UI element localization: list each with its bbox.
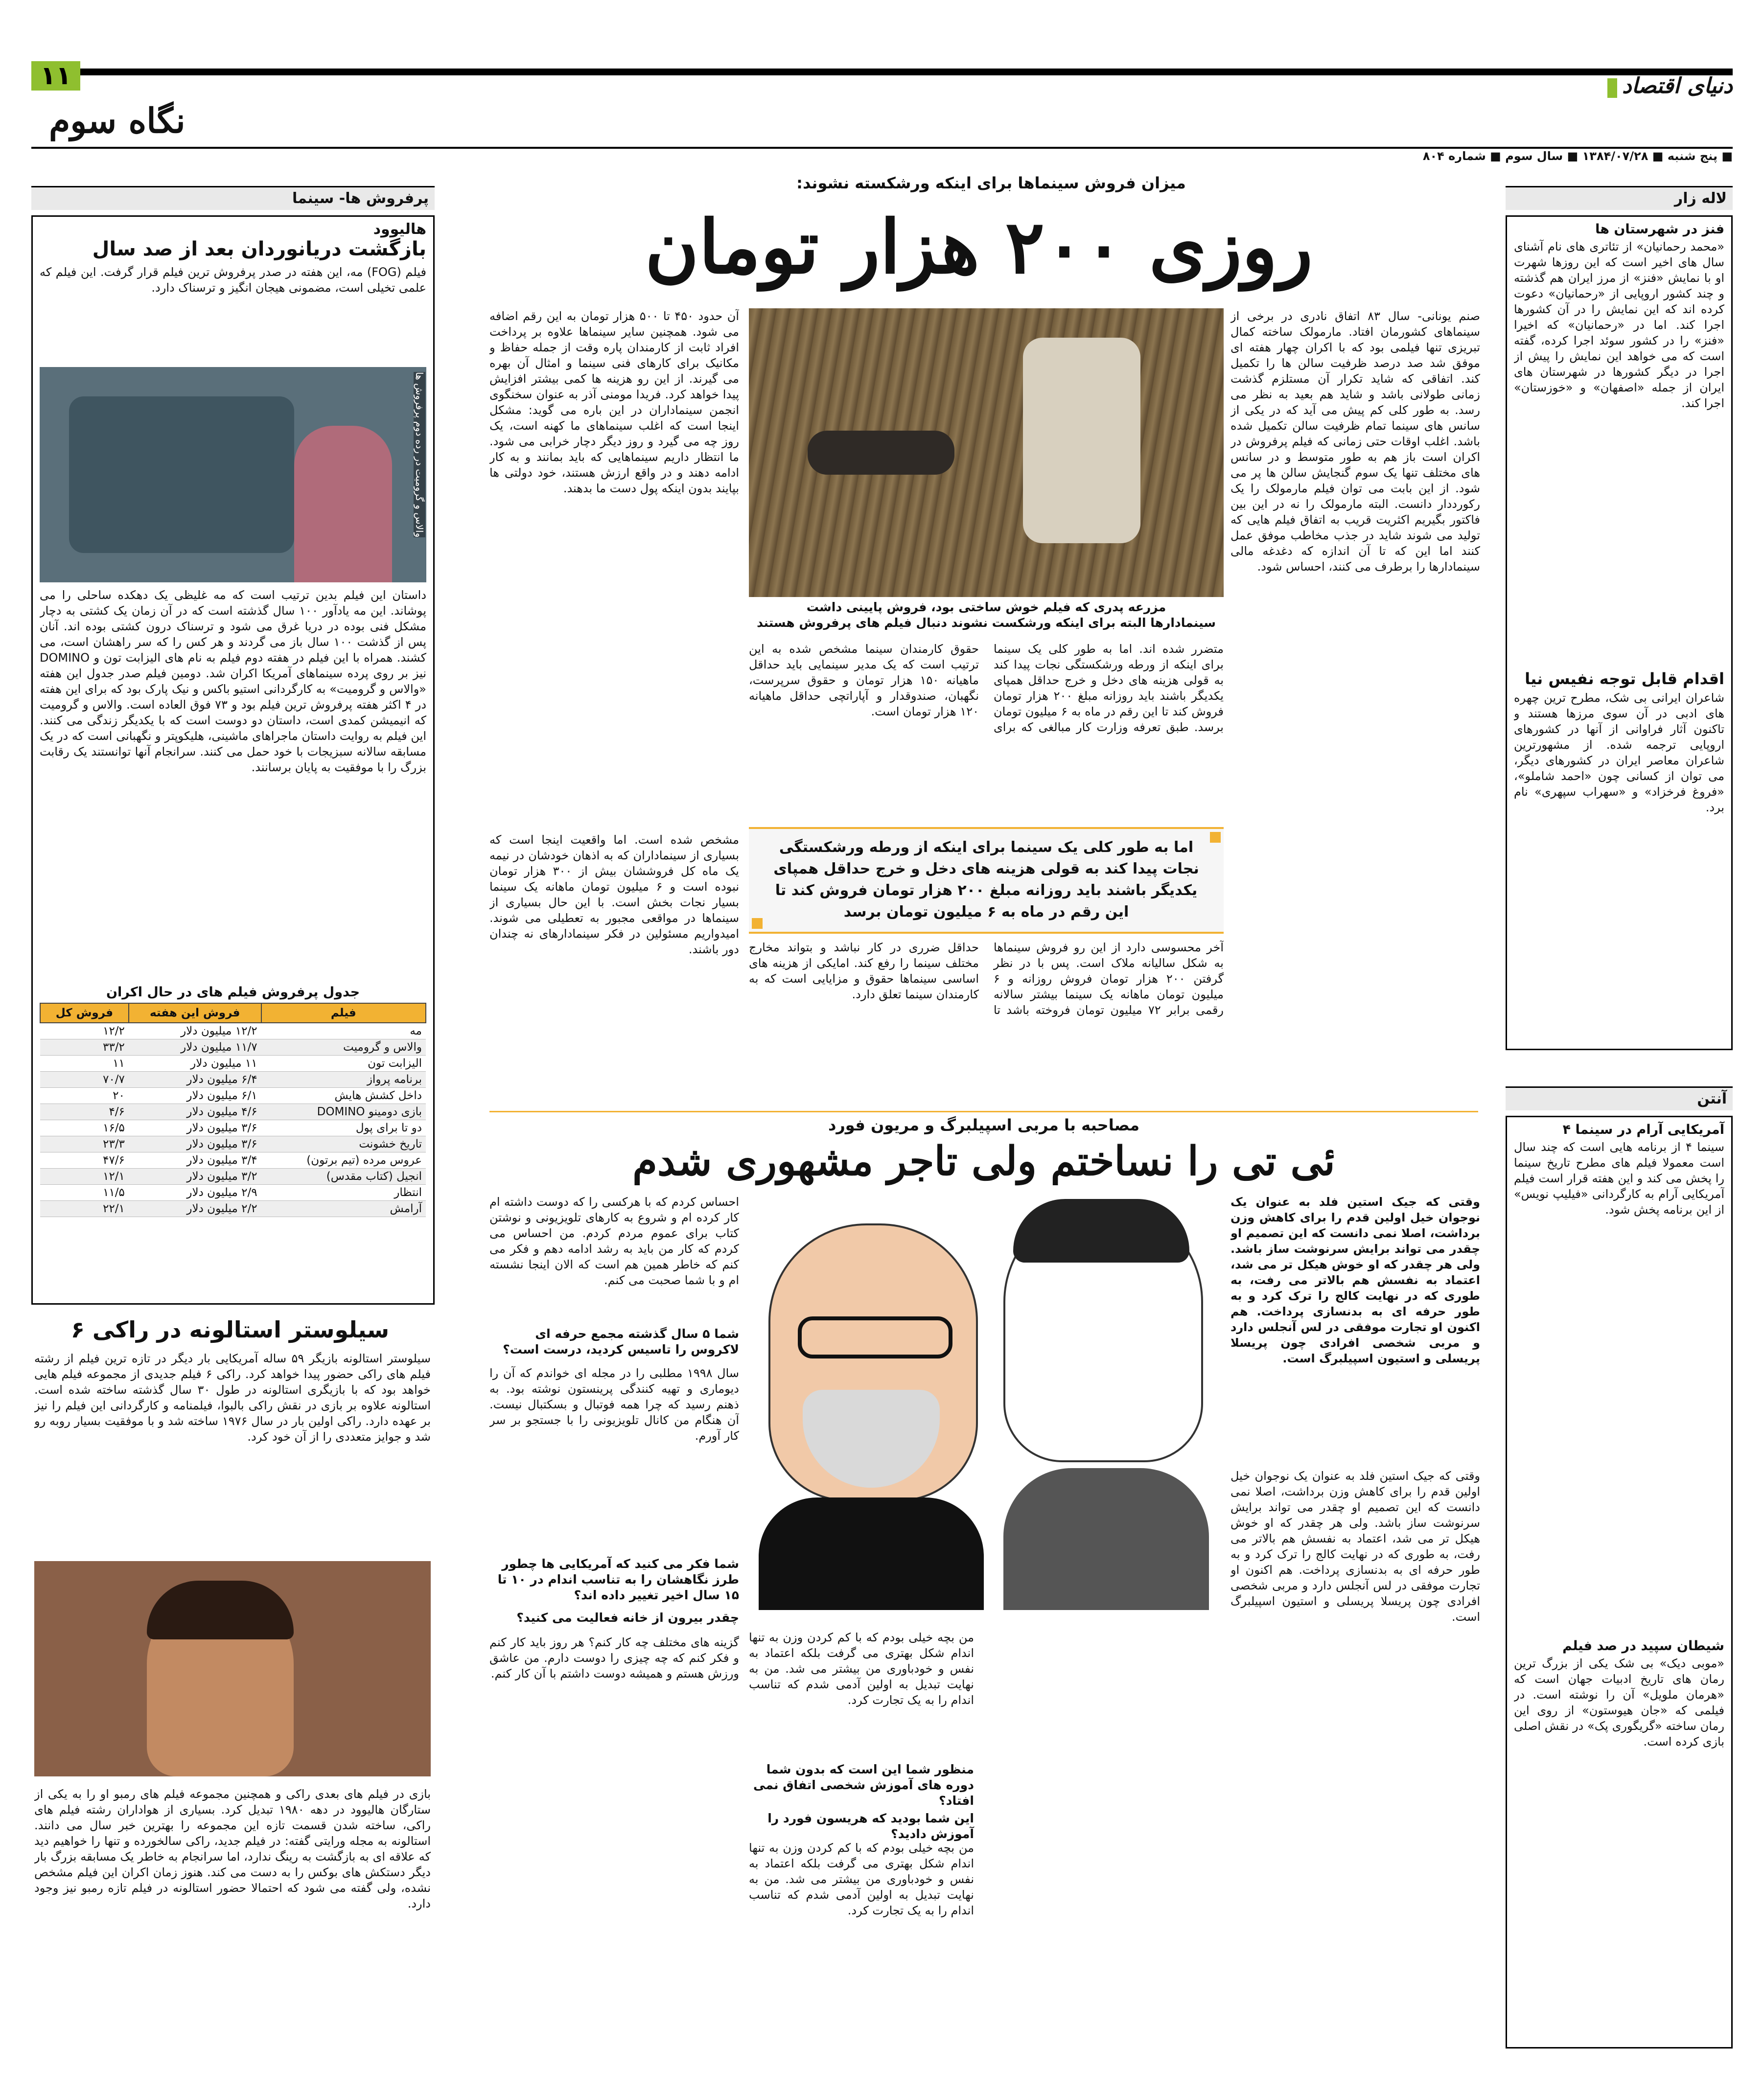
table-header-film: فیلم	[261, 1003, 426, 1023]
headline-fenz: فنز در شهرستان ها	[1595, 222, 1724, 237]
total-cell: ۱۶/۵	[40, 1120, 129, 1136]
caricature-illustration	[749, 1194, 1224, 1625]
total-cell: ۴۷/۶	[40, 1152, 129, 1169]
right-column-header: لاله زار	[1506, 186, 1733, 210]
main-col-4: مشخص شده است. اما واقعیت اینجا است که بسیاری از سینماداران که به اذهان خودشان در نیمه یک ماه کل فروششان بیش از ۳۰۰ هزار تومان نبوده است و ۶ میلیون تومان ماهانه یک سینما بسیار نجات بخش است. با این حال بسیاری از سینماها در مواقعی مجبور به تعطیلی می شوند. امیدواریم مسئولین در فکر سینمادارهای نه چندان دور باشند.	[489, 833, 739, 956]
scarecrow-shape	[1023, 338, 1140, 543]
total-cell: ۱۱/۵	[40, 1185, 129, 1201]
table-header-total: فروش کل	[40, 1003, 129, 1023]
fog-headline: بازگشت دریانوردان بعد از صد سال	[92, 238, 426, 260]
table-row	[40, 1185, 426, 1201]
photo-caption-line-2: سینمادارها البته برای اینکه ورشکست نشوند دنبال فیلم های پرفروش هستند	[757, 616, 1216, 630]
interview-top-rule	[489, 1111, 1478, 1112]
farm-photo-caption	[749, 599, 1224, 631]
film-cell: دو تا برای پول	[261, 1120, 426, 1136]
film-cell: برنامه پرواز	[261, 1072, 426, 1088]
interview-question-2: شما فکر می کنید که آمریکایی ها چطور طرز نگاهشان را به تناسب اندام در ۱۰ تا ۱۵ سال اخیر تغییر داده اند؟	[497, 1557, 739, 1602]
weekly-cell: ۲/۲ میلیون دلار	[129, 1201, 261, 1217]
total-cell: ۳۳/۲	[40, 1039, 129, 1056]
weekly-cell: ۳/۶ میلیون دلار	[129, 1120, 261, 1136]
photo-figure-shape	[294, 426, 392, 582]
antenna-header: آنتن	[1506, 1086, 1733, 1110]
film-cell: مه	[261, 1023, 426, 1039]
box-office-table	[40, 1003, 426, 1217]
sales-table-wrap	[40, 1003, 426, 1217]
film-cell: بازی دومینو DOMINO	[261, 1104, 426, 1120]
film-cell: تاریخ خشونت	[261, 1136, 426, 1152]
interview-body-mid: من بچه خیلی بودم که با کم کردن وزن به تنها اندام شکل بهتری می گرفت بلکه اعتماد به نفس و خودباوری من بیشتر می شد. من به نهایت تبدیل به اولین آدمی شدم که تناسب اندام را به یک تجارت کرد.	[749, 1631, 974, 1707]
interview-question-5: این شما بودید که هریسون فورد را آموزش دادید؟	[767, 1811, 974, 1841]
wallace-gromit-photo	[40, 367, 426, 582]
photo-caption-line-1: مزرعه پدری که فیلم خوش ساختی بود، فروش پایینی داشت	[806, 600, 1166, 614]
stallone-body-2: بازی در فیلم های بعدی راکی و همچنین مجموعه فیلم های رمبو او را به یکی از ستارگان هالیوود در دهه ۱۹۸۰ تبدیل کرد. بسیاری از هواداران رشته فیلم های راکی، ساخته شدن قسمت تازه این مجموعه را بهترین خبر سال می دانند. استالونه به مجله ورایتی گفته: در فیلم جدید، راکی سالخورده و تنها را خواهیم دید که علاقه ای به بازگشت به رینگ ندارد، اما سرانجام به خاطر یک مسابقه بزرگ بار دیگر دستکش های بوکس را به دست می کند. هنوز زمان اکران این فیلم مشخص نشده، ولی گفته می شود که احتمالا حضور استالونه در فیلم تازه رمبو نیز وجود دارد.	[34, 1787, 431, 1911]
total-cell: ۱۱	[40, 1056, 129, 1072]
total-cell: ۲۳/۳	[40, 1136, 129, 1152]
stallone-headline: سیلوستر استالونه در راکی ۶	[70, 1316, 390, 1343]
logo-box	[1607, 78, 1617, 98]
interview-lead: وقتی که جیک استین فلد به عنوان یک نوجوان خیل اولین قدم را برای کاهش وزن برداشت، اصلا نمی دانست که این تصمیم او چقدر می تواند برایش سرنوشت ساز باشد. ولی هر چقدر که او خوش هیکل تر می شد، اعتماد به نفسش هم بالاتر می رفت، به طوری که در نهایت کالج را ترک کرد و به طور حرفه ای به بدنسازی پرداخت. هم اکنون او تجارت موفقی در لس آنجلس دارد و مربی شخصی افرادی چون پریسلا پریسلی و استیون اسپیلبرگ است.	[1230, 1195, 1480, 1365]
interview-question-3: چقدر بیرون از خانه فعالیت می کنید؟	[516, 1611, 739, 1625]
stallone-photo	[34, 1561, 431, 1776]
table-row	[40, 1039, 426, 1056]
spielberg-glasses-shape	[798, 1316, 952, 1358]
headline-white-devil: شیطان سپید در صد فیلم	[1562, 1638, 1724, 1654]
interview-body-left: احساس کردم که با هرکسی را که دوست داشته ام کار کرده ام و شروع به کارهای تلویزیونی و نوشتن کتاب برای عموم مردم کردم. من احساس می کردم که کار من باید به رشد ادامه دهم و فکر می کنم که خاطر همین هم است که الان اینجا نشسته ام و با شما صحبت می کنم.	[489, 1195, 739, 1287]
fog-body: داستان این فیلم بدین ترتیب است که مه غلیظی یک دهکده ساحلی را می پوشاند. این مه یادآور ۱۰۰ سال گذشته است که در آن زمان یک کشتی به دچار مشکل فنی بوده در دریا غرق می شود و ترسناک درون کشتی بوده اند. آنان پس از گذشت ۱۰۰ سال باز می گردند و هر کس را که سر راهشان است، می کشند. همراه با این فیلم در هفته دوم فیلم به نام های الیزابت تون و DOMINO نیز بر روی پرده سینماهای آمریکا اکران شد. دومین فیلم صدر جدول این هفته «والاس و گرومیت» به کارگردانی استیو باکس و نیک پارک بود که برای این هفته در ۴ اکثر هفته پرفروش ترین فیلم بود و ۷۳ فوق العاده است. والاس و گرومیت که انیمیشن کمدی است، داستان دو دوست است که با یکدیگر زندگی می کنند. این فیلم به روایت داستان ماجراهای ماشینی، هلیکوپتر و نگهبانی است که در یک مسابقه سالانه سبزیجات با خود حمل می کنند. سرانجام آنها توانستند یک رقابت بزرگ را با موفقیت به پایان برسانند.	[40, 588, 426, 774]
headline-nafisnia: اقدام قابل توجه نفیس نیا	[1525, 669, 1724, 688]
headline-quiet-american: آمریکایی آرام در سینما ۴	[1562, 1122, 1724, 1137]
main-col-1: صنم یونانی- سال ۸۳ اتفاق نادری در برخی از سینماهای کشورمان افتاد. مارمولک ساخته کمال تبریزی تنها فیلمی بود که با اکران چهار هفته ای موفق شد صد درصد ظرفیت سالن ها را تکمیل کند. اتفاقی که شاید تکرار آن مستلزم گذشت زمانی طولانی باشد و شاید هم بعید به نظر می رسد. به طور کلی کم پیش می آید که در یکی از سانس های سینما تمام ظرفیت سالن تکمیل شده باشد. اغلب اوقات حتی زمانی که فیلم پرفروش در اکران است باز هم به طور متوسط و در سانس های مختلف تنها یک سوم گنجایش سالن ها پر می شود. از این بابت می توان فیلم مارمولک را یک رکورددار دانست. البته مارمولک را نه در این بین فاکتور بگیریم اکثریت قریب به اتفاق فیلم هایی که تولید می شوند شاید در جذب مخاطب موفق عمل کنند اما این که تا آن اندازه که دغدغه مالی سینمادارها را برطرف می کنند، احساس شود.	[1230, 309, 1480, 574]
stallone-body: سیلوستر استالونه بازیگر ۵۹ ساله آمریکایی بار دیگر در تازه ترین فیلم از رشته فیلم های راکی حضور پیدا خواهد کرد. راکی ۶ فیلم جدیدی از مجموعه فیلم هایی خواهد بود که با بازیگری استالونه در طول ۳۰ سال گذشته ساخته شده است. استالونه علاوه بر بازی در نقش راکی بالبوا، فیلمنامه و کارگردانی این فیلم را نیز بر عهده دارد. راکی اولین بار در سال ۱۹۷۶ ساخته شد و با موفقیت بسیار روبه رو شد و جوایز متعددی را از آن خود کرد.	[34, 1352, 431, 1444]
body-fenz: «محمد رحمانیان» از تئاتری های نام آشنای سال های اخیر است که این روزها شهرت او با نمایش «فنز» از مرز ایران هم گذشته و چند کشور اروپایی از «رحمانیان» دعوت کرده اند که این نمایش را در آن کشورها اجرا کند. اما در «رحمانیان» که اخیرا «فنز» را در کشور سوئد اجرا کرده، گفته است که می خواهد این نمایش را پیش از اجرا در دیگر کشورها در شهرستان های ایران از جمله «اصفهان» و «خوزستان» اجرا کند.	[1514, 240, 1724, 410]
right-column-box	[1506, 215, 1733, 1050]
main-col-3: متضرر شده اند. اما به طور کلی یک سینما برای اینکه از ورطه ورشکستگی نجات پیدا کند به قولی هزینه های دخل و خرج حداقل همپای یکدیگر باشند باید روزانه مبلغ ۲۰۰ هزار تومان فروش کند تا این رقم در ماه به ۶ میلیون تومان برسد. طبق تعرفه وزارت کار مبالغی که برای حقوق کارمندان سینما مشخص شده به این ترتیب است که یک مدیر سینمایی باید حداقل ماهیانه ۱۵۰ هزار تومان و حقوق سرپرست، نگهبان، صندوقدار و آپاراتچی حداقل ماهیانه ۱۲۰ هزار تومان است.	[749, 642, 1224, 734]
table-row	[40, 1169, 426, 1185]
table-row	[40, 1136, 426, 1152]
lying-figure-shape	[808, 431, 954, 475]
interview-body-mid-2: من بچه خیلی بودم که با کم کردن وزن به تنها اندام شکل بهتری می گرفت بلکه اعتماد به نفس و خودباوری من بیشتر می شد. من به نهایت تبدیل به اولین آدمی شدم که تناسب اندام را به یک تجارت کرد.	[749, 1841, 974, 1917]
weekly-cell: ۳/۶ میلیون دلار	[129, 1136, 261, 1152]
sales-table-title: جدول پرفروش فیلم های در حال اکران	[106, 985, 360, 1000]
total-cell: ۱۲/۱	[40, 1169, 129, 1185]
pullquote-text: اما به طور کلی یک سینما برای اینکه از ورطه ورشکستگی نجات پیدا کند به قولی هزینه های دخل و خرج حداقل همپای یکدیگر باشند باید روزانه مبلغ ۲۰۰ هزار تومان فروش کند تا این رقم در ماه به ۶ میلیون تومان برسد	[773, 839, 1199, 921]
photo-vehicle-shape	[69, 396, 294, 553]
main-headline: روزی ۲۰۰ هزار تومان	[645, 204, 1313, 290]
weekly-cell: ۱۲/۲ میلیون دلار	[129, 1023, 261, 1039]
fog-lead: فیلم (FOG) مه، این هفته در صدر پرفروش ترین فیلم قرار گرفت. این فیلم که علمی تخیلی است، مضمونی هیجان انگیز و ترسناک دارد.	[40, 265, 426, 295]
film-cell: والاس و گرومیت	[261, 1039, 426, 1056]
weekly-cell: ۶/۴ میلیون دلار	[129, 1072, 261, 1088]
weekly-cell: ۶/۱ میلیون دلار	[129, 1088, 261, 1104]
table-header-weekly: فروش این هفته	[129, 1003, 261, 1023]
interview-body-left-3: گزینه های مختلف چه کار کنم؟ هر روز باید کار کنم و فکر کنم که چه چیزی را دوست دارم. من عاشق ورزش هستم و همیشه دوست داشتم با آن کار کنم.	[489, 1635, 739, 1681]
main-col-lower: آخر محسوسی دارد از این رو فروش سینماها به شکل سالیانه ملاک است. پس با در نظر گرفتن ۲۰۰ هزار تومان فروش روزانه و ۶ میلیون تومان ماهانه یک سینما بیشتر سالانه رقمی برابر ۷۲ میلیون تومان فروخته باشد تا حداقل ضرری در کار نباشد و بتواند مخارج مختلف سینما را رفع کند. امایکی از هزینه های اساسی سینماها حقوق و مزایایی است که به کارمندان سینما تعلق دارد.	[749, 941, 1224, 1017]
pull-quote	[749, 827, 1224, 934]
body-quiet-american: سینما ۴ از برنامه هایی است که چند سال است معمولا فیلم های مطرح تاریخ سینما را پخش می کند و این هفته قرار است فیلم آمریکایی آرام به کارگردانی «فیلیپ نویس» از این برنامه پخش شود.	[1514, 1140, 1724, 1217]
film-cell: داخل کشش هایش	[261, 1088, 426, 1104]
main-col-2: آن حدود ۴۵۰ تا ۵۰۰ هزار تومان به این رقم اضافه می شود. همچنین سایر سینماها علاوه بر پرداخت افراد ثابت از کارمندان پاره وقت از جمله حفاظ و مکانیک برای کارهای فنی سینما و امثال آن بهره می گیرند. از این رو هزینه ها کمی بیشتر افزایش پیدا خواهد کرد. فریدا مومنی آذر به عنوان سخنگوی انجمن سینماداران در این باره می گوید: مشکل اینجا است که اغلب سینماهای ما کهنه است، یک روز چه می گیرد و روز دیگر دچار خرابی می شود. ما انتظار داریم سینماهایی که باید بمانند و به کار ادامه دهند و در واقع ارزش هستند، خود دولتی ها بپایند بدون اینکه پول دست ما بدهند.	[489, 309, 739, 495]
total-cell: ۲۰	[40, 1088, 129, 1104]
interview-headline: ئی تی را نساختم ولی تاجر مشهوری شدم	[632, 1138, 1335, 1185]
photo-caption: والاس و گرومیت در رده دوم پرفروش ها	[414, 372, 425, 538]
film-cell: عروس مرده (تیم برتون)	[261, 1152, 426, 1169]
weekly-cell: ۴/۶ میلیون دلار	[129, 1104, 261, 1120]
weekly-cell: ۱۱/۷ میلیون دلار	[129, 1039, 261, 1056]
table-row	[40, 1104, 426, 1120]
antenna-box	[1506, 1116, 1733, 2049]
body-nafisnia: شاعران ایرانی بی شک، مطرح ترین چهره های ادبی در آن سوی مرزها هستند و تاکنون آثار فراوانی از آنها در کشورهای اروپایی ترجمه شده. از مشهورترین شاعران معاصر ایران در کشورهای دیگر، می توان از کسانی چون «احمد شاملو»، «فروغ فرخزاد» و «سهراب سپهری» نام برد.	[1514, 691, 1724, 814]
table-row	[40, 1023, 426, 1039]
film-cell: انتظار	[261, 1185, 426, 1201]
masthead-bar	[31, 69, 1733, 75]
newspaper-logo: دنیای اقتصاد	[1622, 73, 1733, 98]
interview-question-4: منظور شما این است که بدون شما دوره های آموزش شخصی اتفاق نمی افتاد؟	[753, 1762, 974, 1808]
table-row	[40, 1072, 426, 1088]
hollywood-kicker: هالیوود	[373, 221, 426, 238]
farm-photo	[749, 308, 1224, 597]
issue-line: ■ پنج شنبه ■ ۱۳۸۴/۰۷/۲۸ ■ سال سوم ■ شماره ۸۰۴	[1422, 149, 1733, 163]
left-column-box	[31, 215, 435, 1305]
interview-body-left-2: سال ۱۹۹۸ مطلبی را در مجله ای خواندم که آن را دیوماری و تهیه کنندگی پرینستون نوشته بود. به ذهنم رسید که چرا همه فوتبال و بسکتبال نیست. آن هنگام من کانال تلویزیونی را با جستجو بر سر کار آورم.	[489, 1366, 739, 1443]
pullquote-corner-mark-2	[752, 918, 763, 929]
table-header-row	[40, 1003, 426, 1023]
total-cell: ۲۲/۱	[40, 1201, 129, 1217]
ford-hair-shape	[1013, 1199, 1189, 1263]
weekly-cell: ۳/۲ میلیون دلار	[129, 1169, 261, 1185]
stallone-hair-shape	[147, 1581, 294, 1639]
table-row	[40, 1152, 426, 1169]
film-cell: آرامش	[261, 1201, 426, 1217]
film-cell: الیزابت تون	[261, 1056, 426, 1072]
page-number: ۱۱	[31, 61, 80, 91]
weekly-cell: ۲/۹ میلیون دلار	[129, 1185, 261, 1201]
main-kicker: میزان فروش سینماها برای اینکه ورشکسته نشوند:	[796, 174, 1186, 192]
table-row	[40, 1056, 426, 1072]
left-column-header: پرفروش ها- سینما	[31, 186, 435, 210]
interview-body-right: وقتی که جیک استین فلد به عنوان یک نوجوان خیل اولین قدم را برای کاهش وزن برداشت، اصلا نمی دانست که این تصمیم او چقدر می تواند برایش سرنوشت ساز باشد. ولی هر چقدر که او خوش هیکل تر می شد، اعتماد به نفسش هم بالاتر می رفت، به طوری که در نهایت کالج را ترک کرد و به طور حرفه ای به بدنسازی پرداخت. هم اکنون او تجارت موفقی در لس آنجلس دارد و مربی شخصی افرادی چون پریسلا پریسلی و استیون اسپیلبرگ است.	[1230, 1469, 1480, 1624]
weekly-cell: ۱۱ میلیون دلار	[129, 1056, 261, 1072]
table-row	[40, 1120, 426, 1136]
total-cell: ۷۰/۷	[40, 1072, 129, 1088]
weekly-cell: ۳/۴ میلیون دلار	[129, 1152, 261, 1169]
film-cell: انجیل (کتاب مقدس)	[261, 1169, 426, 1185]
table-row	[40, 1088, 426, 1104]
total-cell: ۴/۶	[40, 1104, 129, 1120]
spielberg-tux-shape	[759, 1497, 984, 1610]
ford-shirt-shape	[1003, 1468, 1209, 1610]
total-cell: ۱۲/۲	[40, 1023, 129, 1039]
section-title: نگاه سوم	[49, 100, 186, 141]
table-row	[40, 1201, 426, 1217]
body-white-devil: «موبی دیک» بی شک یکی از بزرگ ترین رمان های تاریخ ادبیات جهان است که «هرمان ملویل» آن را نوشته است. در فیلمی که «جان هیوستون» از روی این رمان ساخته «گریگوری پک» در نقش اصلی بازی کرده است.	[1514, 1657, 1724, 1749]
masthead-thin-rule	[31, 147, 1733, 149]
interview-kicker: مصاحبه با مربی اسپیلبرگ و مریون فورد	[828, 1116, 1140, 1134]
interview-question-1: شما ۵ سال گذشته مجمع حرفه ای لاکروس را تاسیس کردید، درست است؟	[503, 1327, 739, 1357]
pullquote-corner-mark	[1210, 832, 1221, 843]
